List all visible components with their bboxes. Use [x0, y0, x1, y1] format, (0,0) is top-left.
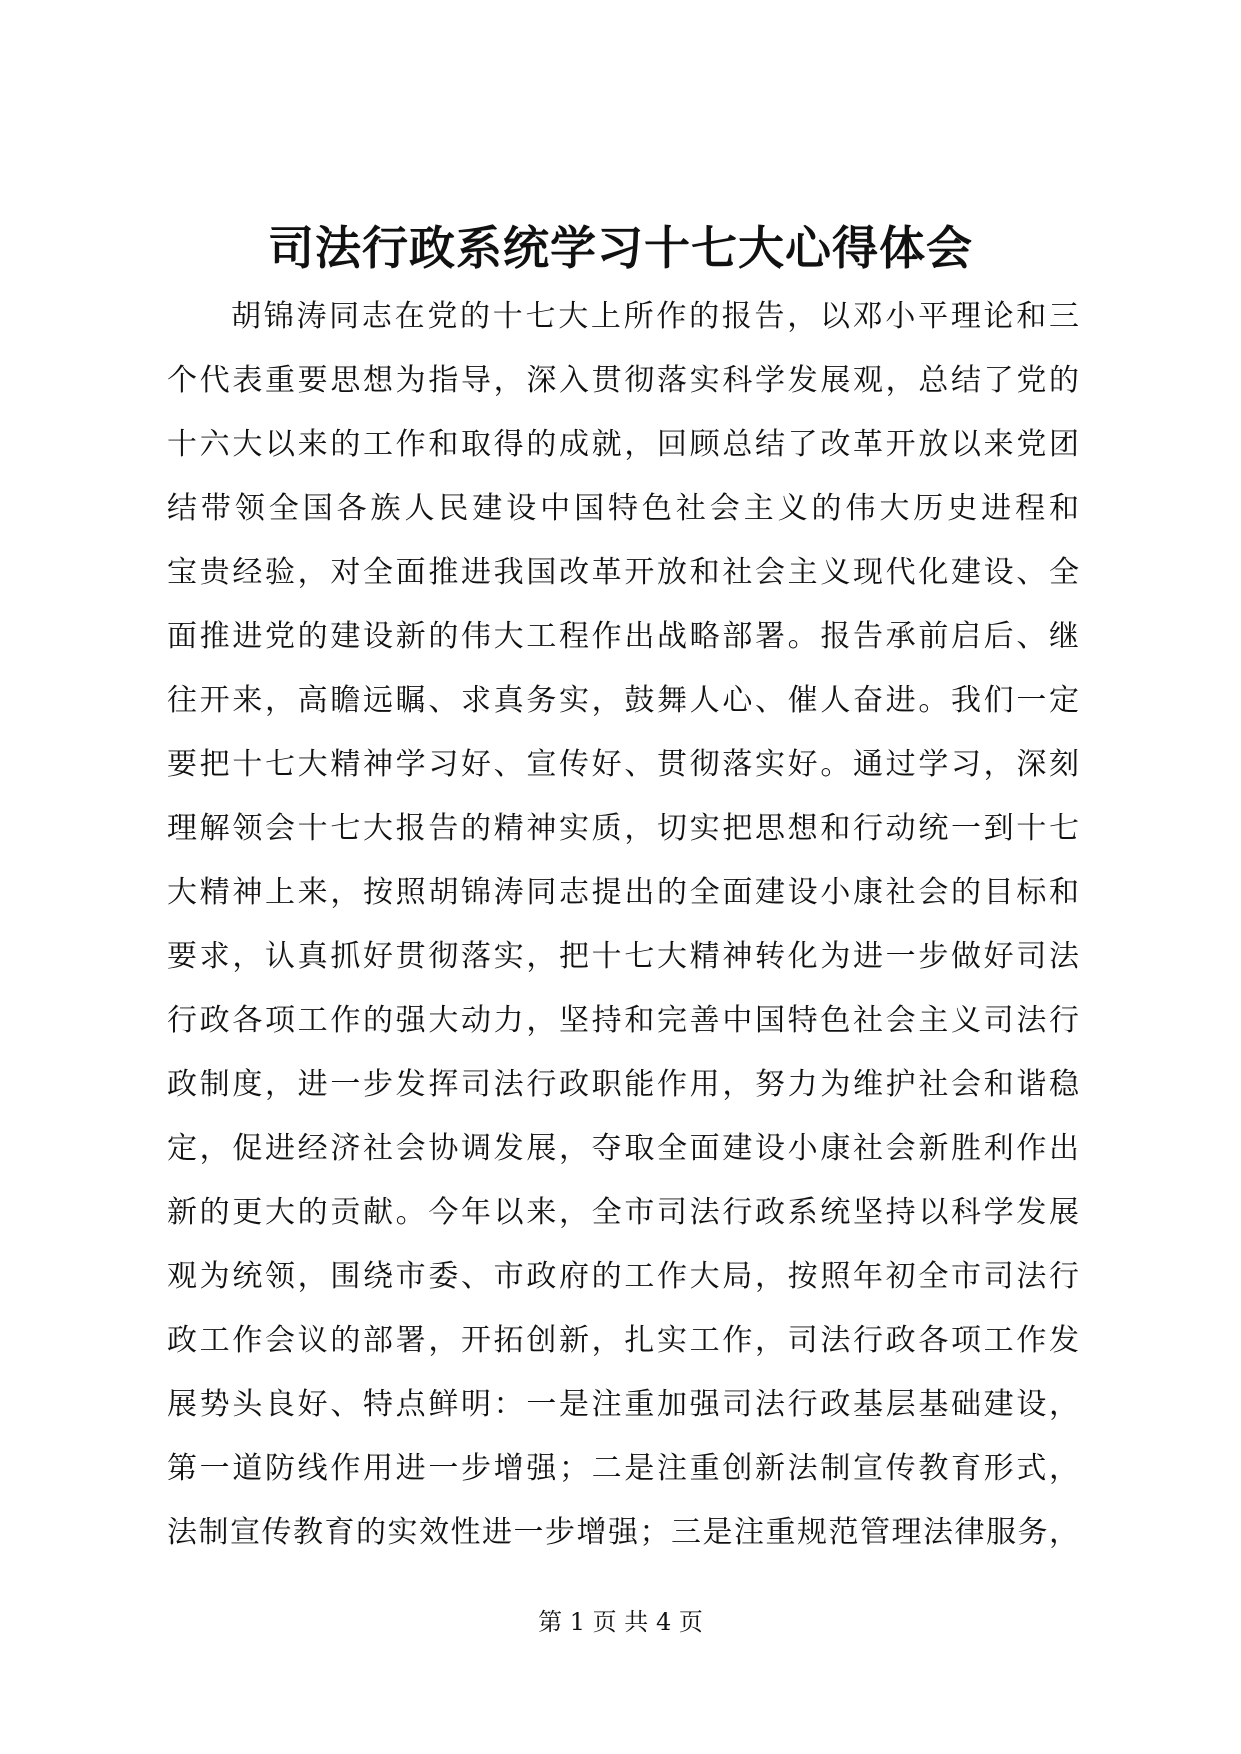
paragraph-line: 结带领全国各族人民建设中国特色社会主义的伟大历史进程和 [167, 491, 1079, 526]
page-title: 司法行政系统学习十七大心得体会 [268, 221, 973, 275]
paragraph-line: 政制度，进一步发挥司法行政职能作用，努力为维护社会和谐稳 [167, 1067, 1079, 1102]
paragraph-line: 定，促进经济社会协调发展，夺取全面建设小康社会新胜利作出 [167, 1131, 1079, 1166]
paragraph-line: 行政各项工作的强大动力，坚持和完善中国特色社会主义司法行 [167, 1003, 1079, 1038]
paragraph-line: 要把十七大精神学习好、宣传好、贯彻落实好。通过学习，深刻 [167, 747, 1079, 782]
paragraph-line: 理解领会十七大报告的精神实质，切实把思想和行动统一到十七 [167, 811, 1079, 846]
paragraph-line: 第一道防线作用进一步增强；二是注重创新法制宣传教育形式， [167, 1451, 1079, 1486]
paragraph-line: 往开来，高瞻远瞩、求真务实，鼓舞人心、催人奋进。我们一定 [167, 683, 1079, 718]
paragraph-line: 十六大以来的工作和取得的成就，回顾总结了改革开放以来党团 [167, 427, 1079, 462]
paragraph-line: 大精神上来，按照胡锦涛同志提出的全面建设小康社会的目标和 [167, 875, 1079, 910]
paragraph-line: 政工作会议的部署，开拓创新，扎实工作，司法行政各项工作发 [167, 1323, 1079, 1358]
paragraph-line: 胡锦涛同志在党的十七大上所作的报告，以邓小平理论和三 [231, 299, 1079, 334]
paragraph-line: 观为统领，围绕市委、市政府的工作大局，按照年初全市司法行 [167, 1259, 1079, 1294]
paragraph-line: 个代表重要思想为指导，深入贯彻落实科学发展观，总结了党的 [167, 363, 1079, 398]
body-paragraph [167, 285, 1079, 1565]
paragraph-line: 新的更大的贡献。今年以来，全市司法行政系统坚持以科学发展 [167, 1195, 1079, 1230]
paragraph-line: 要求，认真抓好贯彻落实，把十七大精神转化为进一步做好司法 [167, 939, 1079, 974]
paragraph-line: 法制宣传教育的实效性进一步增强；三是注重规范管理法律服务， [167, 1515, 1079, 1550]
paragraph-line: 展势头良好、特点鲜明：一是注重加强司法行政基层基础建设， [167, 1387, 1079, 1422]
paragraph-line: 宝贵经验，对全面推进我国改革开放和社会主义现代化建设、全 [167, 555, 1079, 590]
paragraph-line: 面推进党的建设新的伟大工程作出战略部署。报告承前启后、继 [167, 619, 1079, 654]
page-number-footer: 第 1 页 共 4 页 [538, 1608, 703, 1636]
